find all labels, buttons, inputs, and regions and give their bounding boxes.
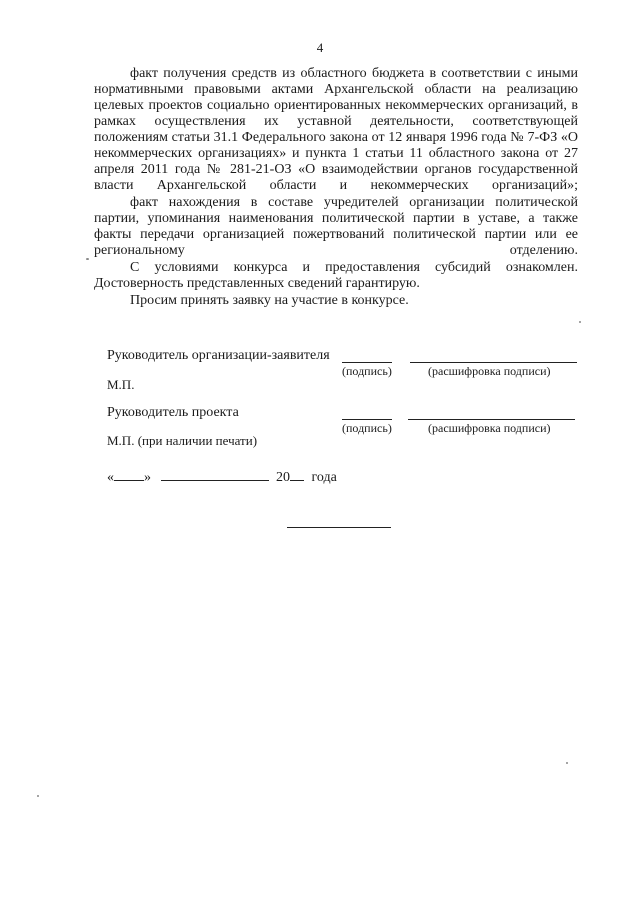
project-head-decoding-line[interactable] (408, 419, 575, 420)
document-body (94, 66, 578, 310)
org-head-label: Руководитель организации-заявителя (107, 348, 330, 363)
closing-rule (287, 527, 391, 528)
project-head-signature-caption: (подпись) (342, 421, 392, 435)
org-head-signature-line[interactable] (342, 362, 392, 363)
scan-speck (566, 762, 568, 764)
date-open-quote: « (107, 470, 114, 485)
stamp-label-1: М.П. (107, 377, 135, 392)
org-head-decoding-line[interactable] (410, 362, 577, 363)
page-number: 4 (316, 40, 324, 55)
paragraph-1: факт получения средств из областного бюджета в соответствии с иными нормативными правовыми актами Архангельской области на реализацию целевых проектов социально ориентированных некоммерческих организаций, в рамках осуществления их уставной деятельности, соответствующей положениям статьи 31.1 Федерального закона от 12 января 1996 года № 7-ФЗ «О некоммерческих организациях» и пункта 1 статьи 11 областного закона от 27 апреля 2011 года № 281-21-ОЗ «О взаимодействии органов государственной власти Архангельской области и некоммерческих организаций»; (94, 66, 578, 193)
scan-speck (86, 258, 89, 260)
date-line (107, 468, 337, 486)
project-head-signature-line[interactable] (342, 419, 392, 420)
paragraph-2: факт нахождения в составе учредителей организации политической партии, упоминания наименования политической партии в уставе, а также факты передачи организацией пожертвований политической партии или ее региональному отделению. (94, 195, 578, 258)
org-head-decoding-caption: (расшифровка подписи) (428, 364, 551, 378)
date-year-field[interactable] (290, 468, 304, 481)
org-head-signature-caption: (подпись) (342, 364, 392, 378)
date-close-quote: » (144, 470, 151, 485)
project-head-decoding-caption: (расшифровка подписи) (428, 421, 551, 435)
scan-speck (37, 795, 39, 797)
date-year-suffix: года (311, 470, 337, 485)
scan-speck (579, 321, 581, 323)
date-day-field[interactable] (114, 468, 144, 481)
stamp-label-2: М.П. (при наличии печати) (107, 433, 258, 448)
paragraph-4: Просим принять заявку на участие в конкурсе. (130, 293, 409, 308)
date-year-prefix: 20 (276, 470, 290, 485)
paragraph-3: С условиями конкурса и предоставления субсидий ознакомлен. Достоверность представленных сведений гарантирую. (94, 260, 578, 291)
project-head-label: Руководитель проекта (107, 405, 239, 420)
date-month-field[interactable] (161, 468, 269, 481)
